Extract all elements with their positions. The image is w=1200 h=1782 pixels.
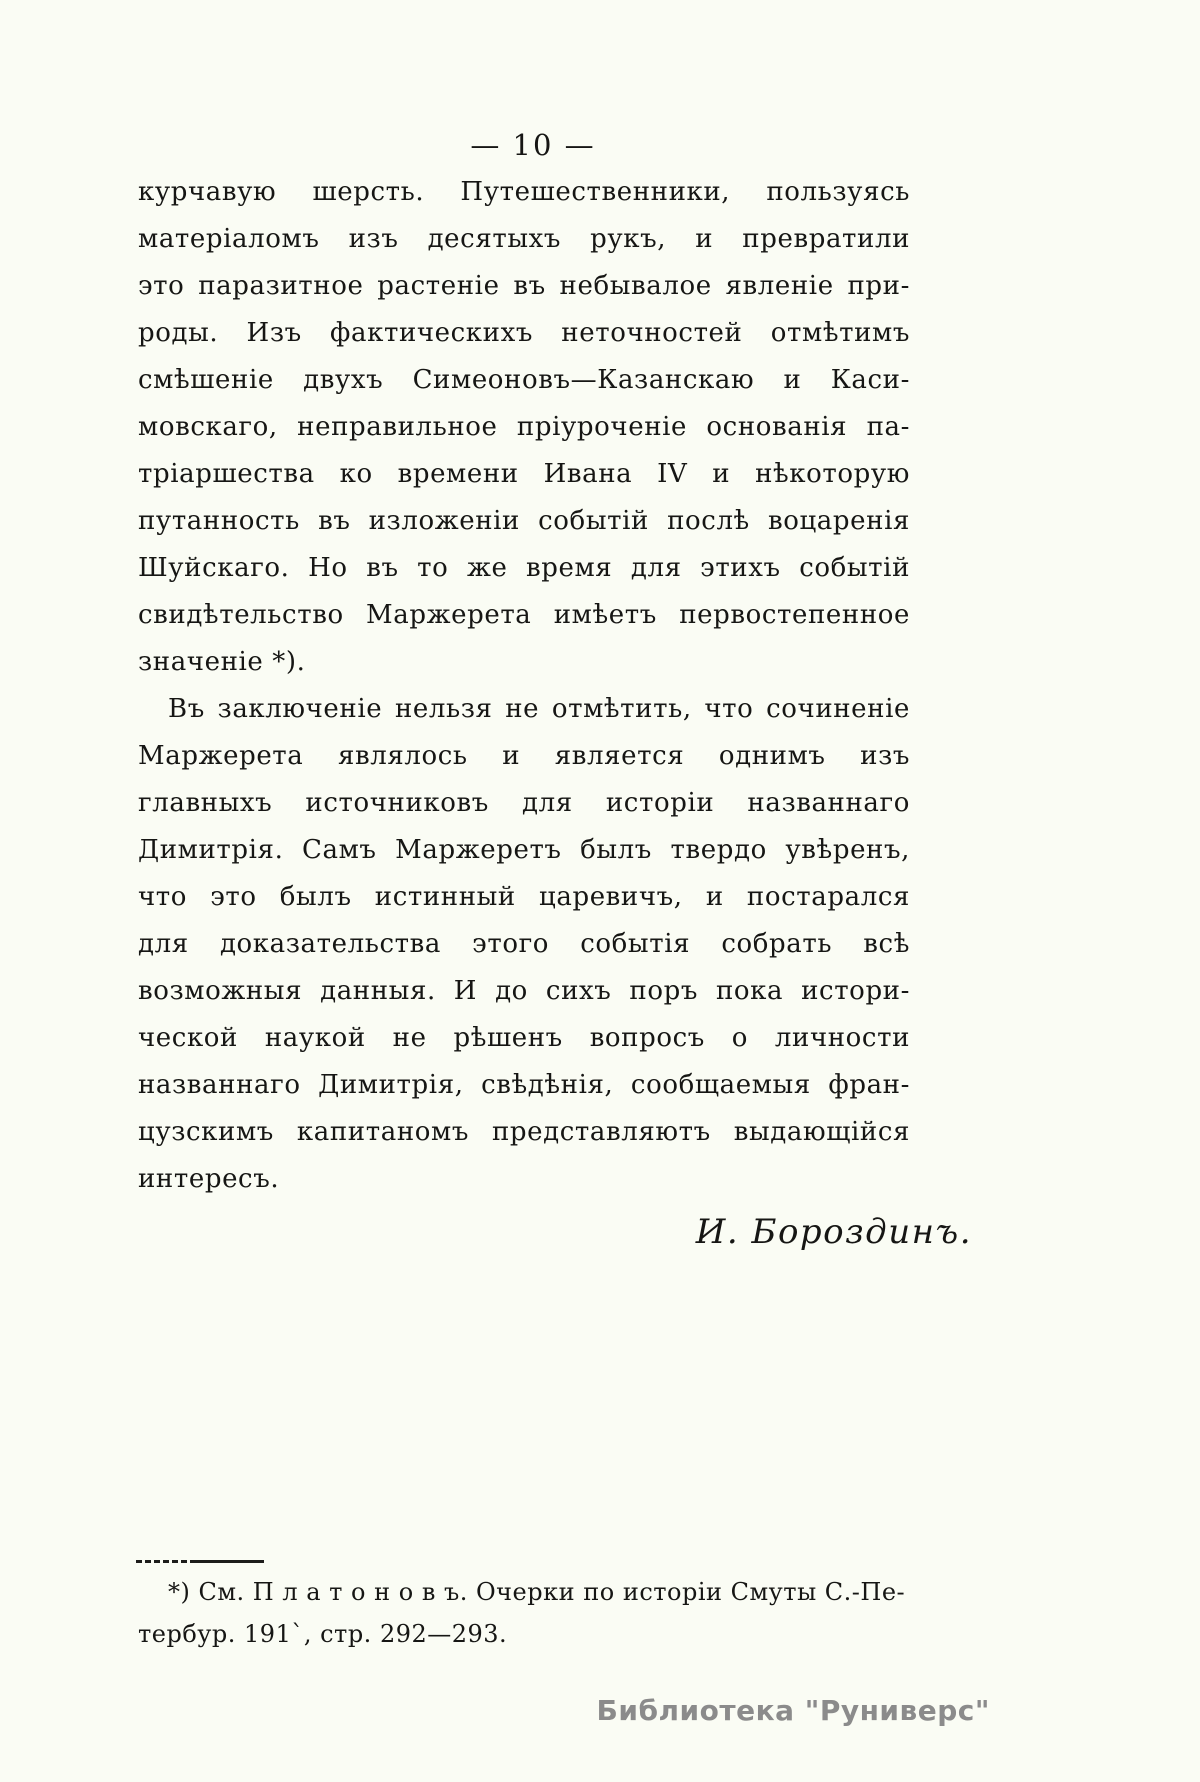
footnote-divider (136, 1560, 266, 1566)
text-line: названнаго Димитрія, свѣдѣнія, сообщаемыя фран- (138, 1070, 910, 1100)
footnote-line: тербур. 191`, стр. 292—293. (138, 1620, 508, 1648)
text-line: курчавую шерсть. Путешественники, пользуясь (138, 177, 910, 207)
text-line: свидѣтельство Маржерета имѣетъ первостепенное (138, 600, 910, 630)
text-line: это паразитное растеніе въ небывалое явленіе при- (138, 271, 910, 301)
text-line: что это былъ истинный царевичъ, и постарался (138, 882, 910, 912)
library-watermark: Библиотека "Руниверс" (596, 1694, 990, 1727)
text-line: тріаршества ко времени Ивана IV и нѣкоторую (138, 459, 910, 489)
text-line: матеріаломъ изъ десятыхъ рукъ, и превратили (138, 224, 910, 254)
text-line: Маржерета являлось и является однимъ изъ (138, 741, 910, 771)
text-line: цузскимъ капитаномъ представляютъ выдающійся (138, 1117, 910, 1147)
text-line: Шуйскаго. Но въ то же время для этихъ событій (138, 553, 910, 583)
page-number: — 10 — (470, 128, 596, 162)
text-line: главныхъ источниковъ для исторіи названнаго (138, 788, 910, 818)
text-line-paragraph-end: интересъ. (138, 1164, 280, 1194)
text-line-paragraph-start: Въ заключеніе нельзя не отмѣтить, что сочиненіе (168, 694, 910, 724)
text-line: путанность въ изложеніи событій послѣ воцаренія (138, 506, 910, 536)
body-text (138, 169, 910, 1203)
author-signature: И. Бороздинъ. (695, 1212, 972, 1252)
text-line: смѣшеніе двухъ Симеоновъ—Казанскаю и Каси- (138, 365, 910, 395)
footnote-divider-dashed-segment (136, 1560, 196, 1563)
text-line: роды. Изъ фактическихъ неточностей отмѣтимъ (138, 318, 910, 348)
text-line: ческой наукой не рѣшенъ вопросъ о личности (138, 1023, 910, 1053)
text-line: мовскаго, неправильное пріуроченіе основанія па- (138, 412, 910, 442)
footnote (138, 1571, 938, 1655)
footnote-line: *) См. П л а т о н о в ъ. Очерки по исторіи Смуты С.-Пе- (168, 1578, 906, 1606)
footnote-divider-solid-segment (196, 1560, 264, 1563)
text-line: Димитрія. Самъ Маржеретъ былъ твердо увѣренъ, (138, 835, 910, 865)
text-line: для доказательства этого событія собрать всѣ (138, 929, 910, 959)
text-line: возможныя данныя. И до сихъ поръ пока истори- (138, 976, 910, 1006)
text-line-paragraph-end: значеніе *). (138, 647, 306, 677)
